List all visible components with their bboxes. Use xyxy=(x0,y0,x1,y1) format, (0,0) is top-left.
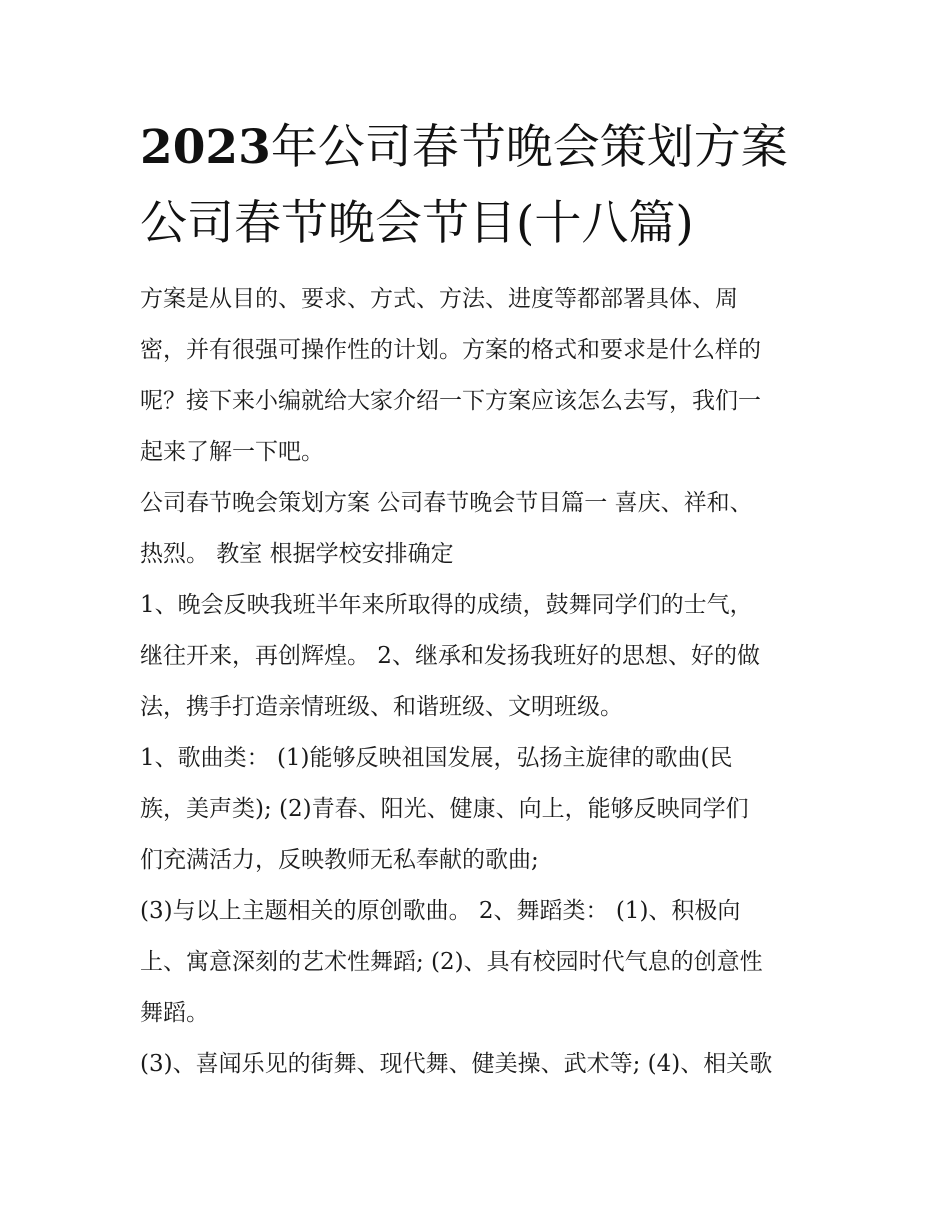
document-title-line-1 xyxy=(140,120,840,176)
body-line-5: 公司春节晚会策划方案 公司春节晚会节目篇一 喜庆、祥和、 xyxy=(140,490,753,516)
body-line-3: 呢？接下来小编就给大家介绍一下方案应该怎么去写，我们一 xyxy=(140,388,761,414)
title-year: 2023 xyxy=(140,120,271,175)
body-line-8: 继往开来，再创辉煌。 2、继承和发扬我班好的思想、好的做 xyxy=(140,643,760,669)
body-line-2: 密，并有很强可操作性的计划。方案的格式和要求是什么样的 xyxy=(140,337,761,363)
body-line-13: (3)与以上主题相关的原创歌曲。 2、舞蹈类： (1)、积极向 xyxy=(140,898,741,924)
body-line-10: 1、歌曲类： (1)能够反映祖国发展，弘扬主旋律的歌曲(民 xyxy=(140,745,733,771)
title-line-1-text: 年公司春节晚会策划方案 xyxy=(270,120,788,175)
body-line-15: 舞蹈。 xyxy=(140,1000,209,1026)
body-line-12: 们充满活力，反映教师无私奉献的歌曲; xyxy=(140,847,539,873)
body-line-7: 1、晚会反映我班半年来所取得的成绩，鼓舞同学们的士气， xyxy=(140,592,753,618)
body-line-9: 法，携手打造亲情班级、和谐班级、文明班级。 xyxy=(140,694,623,720)
document-title-line-2: 公司春节晚会节目(十八篇) xyxy=(140,196,694,251)
body-line-4: 起来了解一下吧。 xyxy=(140,439,324,465)
body-line-1: 方案是从目的、要求、方式、方法、进度等都部署具体、周 xyxy=(140,286,738,312)
body-line-6: 热烈。 教室 根据学校安排确定 xyxy=(140,541,454,567)
body-line-11: 族，美声类); (2)青春、阳光、健康、向上，能够反映同学们 xyxy=(140,796,749,822)
body-line-14: 上、寓意深刻的艺术性舞蹈; (2)、具有校园时代气息的创意性 xyxy=(140,949,763,975)
body-line-16: (3)、喜闻乐见的街舞、现代舞、健美操、武术等; (4)、相关歌 xyxy=(140,1051,773,1077)
